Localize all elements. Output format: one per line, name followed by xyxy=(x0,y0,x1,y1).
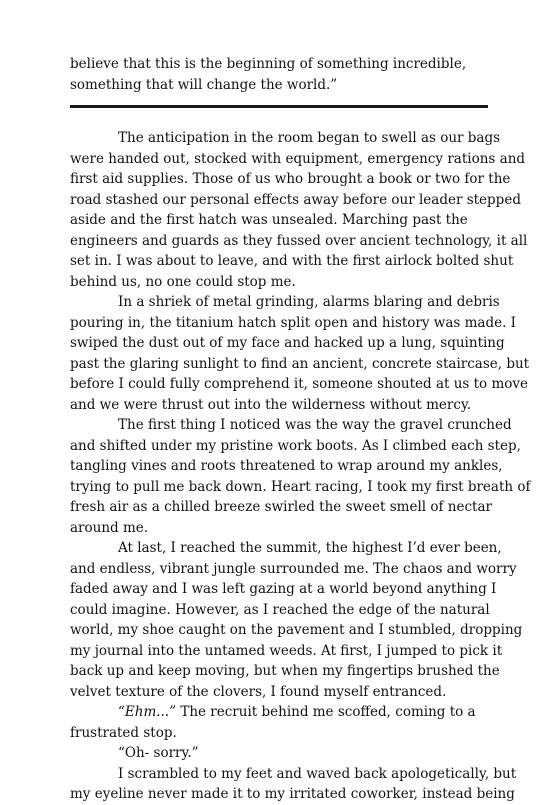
paragraph xyxy=(70,743,488,764)
text-line: my eyeline never made it to my irritated coworker, instead being xyxy=(70,786,515,802)
text-line: aside and the first hatch was unsealed. Marching past the xyxy=(70,212,468,228)
paragraph xyxy=(70,538,523,702)
text-line: trying to pull me back down. Heart racing, I took my first breath of xyxy=(70,478,531,495)
text-line: were handed out, stocked with equipment, emergency rations and xyxy=(70,150,526,167)
intro-line: something that will change the world.” xyxy=(70,77,338,93)
italic-dialogue: “Ehm...” xyxy=(118,704,177,720)
text-line: set in. I was about to leave, and with the first airlock bolted shut xyxy=(70,253,514,269)
paragraph xyxy=(70,128,528,292)
text-line: past the glaring sunlight to find an ancient, concrete staircase, but xyxy=(70,355,530,372)
text-line: around me. xyxy=(70,519,149,536)
paragraph xyxy=(70,415,531,538)
text-line: At last, I reached the summit, the highest I’d ever been, xyxy=(118,540,502,556)
text-line: “Oh- sorry.” xyxy=(118,745,199,761)
text-line: and we were thrust out into the wilderness without mercy. xyxy=(70,396,472,413)
paragraph xyxy=(70,292,530,415)
text-line: world, my shoe caught on the pavement and I stumbled, dropping xyxy=(70,622,523,638)
text-line: my journal into the untamed weeds. At first, I jumped to pick it xyxy=(70,642,503,659)
text-line: In a shriek of metal grinding, alarms blaring and debris xyxy=(118,294,500,310)
text-line: frustrated stop. xyxy=(70,724,177,741)
text-line: engineers and guards as they fussed over ancient technology, it all xyxy=(70,232,528,249)
intro-line: believe that this is the beginning of something incredible, xyxy=(70,56,467,72)
text-line: behind us, no one could stop me. xyxy=(70,273,296,290)
story-body xyxy=(70,128,531,805)
text-line: faded away and I was left gazing at a world beyond anything I xyxy=(70,581,497,597)
text-line: and shifted under my pristine work boots. As I climbed each step, xyxy=(70,437,521,454)
text-line: I scrambled to my feet and waved back apologetically, but xyxy=(118,765,517,782)
intro-quote xyxy=(70,54,486,96)
text-line: The anticipation in the room began to swell as our bags xyxy=(118,130,501,146)
text-line: velvet texture of the clovers, I found myself entranced. xyxy=(70,683,447,700)
text-line: swiped the dust out of my face and hacked up a lung, squinting xyxy=(70,335,505,351)
text-line: first aid supplies. Those of us who brought a book or two for the xyxy=(70,171,511,187)
text-line: could imagine. However, as I reached the edge of the natural xyxy=(70,601,490,618)
text-line: back up and keep moving, but when my fingertips brushed the xyxy=(70,663,500,679)
text-line xyxy=(70,702,488,723)
text-line: and endless, vibrant jungle surrounded me. The chaos and worry xyxy=(70,560,517,577)
section-divider xyxy=(70,105,488,108)
text-line: pouring in, the titanium hatch split open and history was made. I xyxy=(70,314,517,331)
text-line: The first thing I noticed was the way the gravel crunched xyxy=(118,417,512,433)
text-run: The recruit behind me scoffed, coming to a xyxy=(176,704,476,720)
text-line: before I could fully comprehend it, someone shouted at us to move xyxy=(70,376,529,392)
text-line: road stashed our personal effects away before our leader stepped xyxy=(70,191,521,208)
text-line: fresh air as a chilled breeze swirled the sweet smell of nectar xyxy=(70,499,492,515)
text-line: tangling vines and roots threatened to wrap around my ankles, xyxy=(70,458,503,474)
paragraph xyxy=(70,702,488,743)
